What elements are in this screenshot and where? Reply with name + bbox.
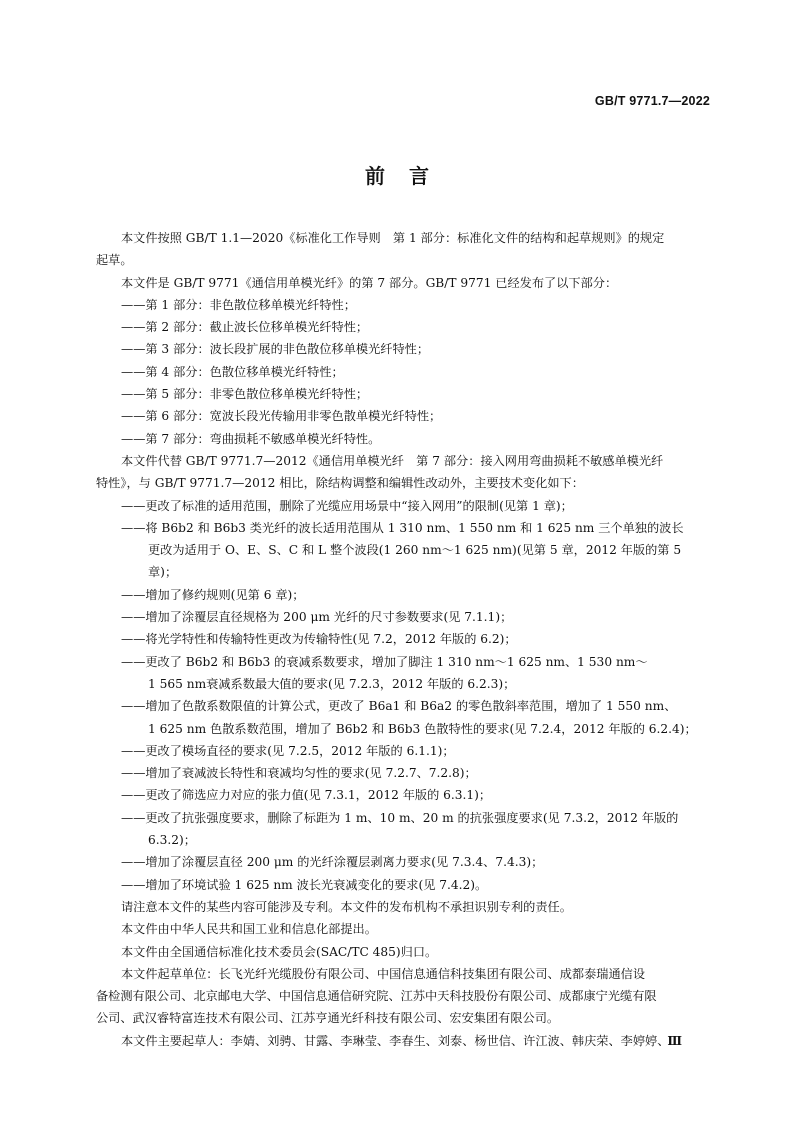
list-item-line: ——第 3 部分：波长段扩展的非色散位移单模光纤特性； [121,342,430,357]
list-item-line: 更改为适用于 O、E、S、C 和 L 整个波段(1 260 nm～1 625 nm)(见第 5 章，2012 年版的第 5 [148,543,682,558]
list-item-line: ——增加了涂覆层直径规格为 200 μm 光纤的尺寸参数要求(见 7.1.1)； [121,610,513,625]
list-item-line: ——更改了抗张强度要求，删除了标距为 1 m、10 m、20 m 的抗张强度要求(见 7.3.2，2012 年版的 [121,810,679,825]
paragraph-line: 请注意本文件的某些内容可能涉及专利。本文件的发布机构不承担识别专利的责任。 [121,899,572,914]
paragraph-line: 本文件是 GB/T 9771《通信用单模光纤》的第 7 部分。GB/T 9771 已经发布了以下部分： [121,275,618,290]
list-item-line: 1 565 nm衰减系数最大值的要求(见 7.2.3，2012 年版的 6.2.3)； [148,676,516,691]
paragraph-line: 本文件主要起草人：李婧、刘骋、甘露、李琳莹、李春生、刘泰、杨世信、许江波、韩庆荣、李婷婷、 [121,1033,670,1048]
foreword-body [96,227,716,1052]
list-item-line: ——将 B6b2 和 B6b3 类光纤的波长适用范围从 1 310 nm、1 550 nm 和 1 625 nm 三个单独的波长 [121,520,684,535]
paragraph-line: 本文件由中华人民共和国工业和信息化部提出。 [121,922,377,937]
paragraph-line: 本文件代替 GB/T 9771.7—2012《通信用单模光纤 第 7 部分：接入网用弯曲损耗不敏感单模光纤 [121,453,664,468]
list-item-line: ——增加了衰减波长特性和衰减均匀性的要求(见 7.2.7、7.2.8)； [121,766,477,781]
list-item-line: ——增加了环境试验 1 625 nm 波长光衰减变化的要求(见 7.4.2)。 [121,877,488,892]
list-item-line: ——增加了涂覆层直径 200 μm 的光纤涂覆层剥离力要求(见 7.3.4、7.4.3)； [121,855,544,870]
list-item-line: ——第 7 部分：弯曲损耗不敏感单模光纤特性。 [121,431,381,446]
paragraph-line: 起草。 [96,253,133,268]
list-item-line: 1 625 nm 色散系数范围，增加了 B6b2 和 B6b3 色散特性的要求(见 7.2.4，2012 年版的 6.2.4)； [148,721,697,736]
list-item-line: ——更改了标准的适用范围，删除了光缆应用场景中“接入网用”的限制(见第 1 章)； [121,498,573,513]
list-item-line: ——增加了修约规则(见第 6 章)； [121,587,305,602]
list-item-line: ——第 5 部分：非零色散位移单模光纤特性； [121,387,369,402]
paragraph-line: 公司、武汉睿特富连技术有限公司、江苏亨通光纤科技有限公司、宏安集团有限公司。 [96,1011,560,1026]
list-item-line: 6.3.2)； [148,833,196,848]
standard-number: GB/T 9771.7—2022 [594,94,710,108]
page-number: Ⅲ [667,1034,682,1048]
list-item-line: ——更改了筛选应力对应的张力值(见 7.3.1，2012 年版的 6.3.1)； [121,788,492,803]
list-item-line: 章)； [148,565,178,580]
list-item-line: ——更改了 B6b2 和 B6b3 的衰减系数要求，增加了脚注 1 310 nm～1 625 nm、1 530 nm～ [121,654,648,669]
paragraph-line: 本文件由全国通信标准化技术委员会(SAC/TC 485)归口。 [121,944,438,959]
list-item-line: ——第 4 部分：色散位移单模光纤特性； [121,364,344,379]
page-title: 前言 [365,164,453,188]
list-item-line: ——更改了模场直径的要求(见 7.2.5，2012 年版的 6.1.1)； [121,743,455,758]
paragraph-line: 备检测有限公司、北京邮电大学、中国信息通信研究院、江苏中天科技股份有限公司、成都康宁光缆有限 [96,989,657,1004]
list-item-line: ——第 1 部分：非色散位移单模光纤特性； [121,297,356,312]
paragraph-line: 本文件按照 GB/T 1.1—2020《标准化工作导则 第 1 部分：标准化文件的结构和起草规则》的规定 [121,231,665,245]
paragraph-line: 本文件起草单位：长飞光纤光缆股份有限公司、中国信息通信科技集团有限公司、成都泰瑞通信设 [121,966,646,981]
list-item-line: ——将光学特性和传输特性更改为传输特性(见 7.2，2012 年版的 6.2)； [121,632,517,647]
list-item-line: ——增加了色散系数限值的计算公式，更改了 B6a1 和 B6a2 的零色散斜率范围，增加了 1 550 nm、 [121,699,677,714]
paragraph-line: 特性》，与 GB/T 9771.7—2012 相比，除结构调整和编辑性改动外，主要技术变化如下： [96,476,584,491]
list-item-line: ——第 2 部分：截止波长位移单模光纤特性； [121,320,369,335]
list-item-line: ——第 6 部分：宽波长段光传输用非零色散单模光纤特性； [121,409,442,424]
